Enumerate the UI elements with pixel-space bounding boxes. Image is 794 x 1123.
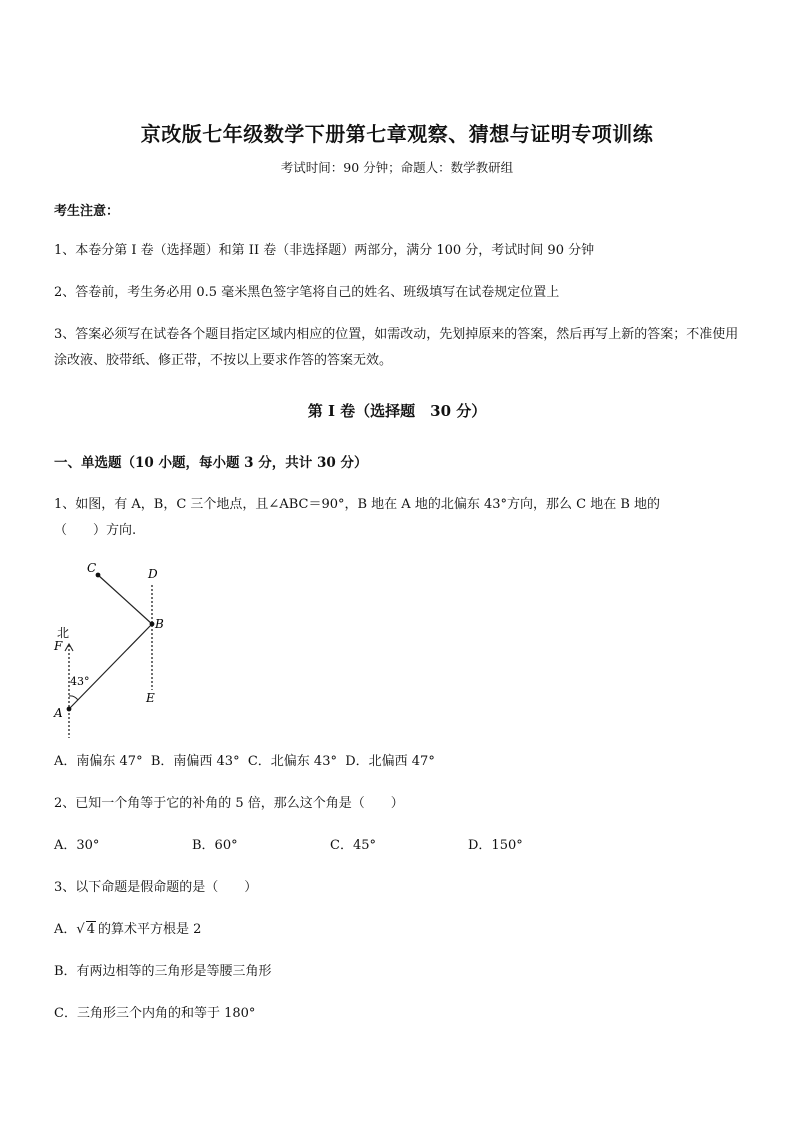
sqrt-expression [76, 922, 96, 937]
q3-option-a[interactable] [54, 918, 201, 937]
notice-item-2: 2、答卷前，考生务必用 0.5 毫米黑色签字笔将自己的姓名、班级填写在试卷规定位置上 [54, 285, 560, 300]
question-1-stem: 1、如图，有 A，B，C 三个地点，且∠ABC＝90°，B 地在 A 地的北偏东 43°方向，那么 C 地在 B 地的 [54, 497, 661, 512]
q1-option-d[interactable]: D．北偏西 47° [345, 754, 435, 769]
label-F: F [54, 639, 63, 653]
label-A: A [54, 706, 63, 720]
q3-option-a-prefix: A． [54, 922, 77, 937]
question-1-figure [40, 555, 190, 740]
notice-item-3: 3、答案必须写在试卷各个题目指定区域内相应的位置，如需改动，先划掉原来的答案，然后再写上新的答案；不准使用涂改液、胶带纸、修正带，不按以上要求作答的答案无效。 [54, 327, 739, 368]
q2-option-b[interactable]: B．60° [192, 838, 238, 853]
q2-option-c[interactable]: C．45° [330, 838, 376, 853]
label-C: C [87, 561, 97, 575]
point-C [96, 573, 101, 578]
segment-AB [69, 624, 152, 709]
page-title: 京改版七年级数学下册第七章观察、猜想与证明专项训练 [140, 122, 654, 146]
notice-item-1: 1、本卷分第 I 卷（选择题）和第 II 卷（非选择题）两部分，满分 100 分，考试时间 90 分钟 [54, 243, 595, 258]
question-1-stem-cont: （ ）方向. [54, 523, 137, 538]
question-2-stem: 2、已知一个角等于它的补角的 5 倍，那么这个角是（ ） [54, 796, 404, 811]
segment-BC [98, 575, 152, 624]
label-angle: 43° [70, 675, 90, 688]
q3-option-c[interactable]: C．三角形三个内角的和等于 180° [54, 1006, 256, 1021]
label-B: B [155, 617, 164, 631]
q3-option-a-text: 的算术平方根是 2 [97, 922, 202, 937]
q1-option-c[interactable]: C．北偏东 43° [247, 754, 337, 769]
q2-option-d[interactable]: D．150° [468, 838, 523, 853]
section-title: 第 I 卷（选择题 30 分） [307, 402, 487, 420]
label-E: E [146, 691, 155, 705]
point-B [150, 622, 155, 627]
radicand: 4 [86, 922, 95, 937]
angle-arc [69, 696, 78, 700]
radical-sign-icon: √ [76, 922, 85, 937]
q3-option-b[interactable]: B．有两边相等的三角形是等腰三角形 [54, 964, 272, 979]
part-one-title: 一、单选题（10 小题，每小题 3 分，共计 30 分） [54, 455, 368, 471]
point-A [67, 707, 72, 712]
q2-option-a[interactable]: A．30° [54, 838, 100, 853]
q1-option-a[interactable]: A．南偏东 47° [54, 754, 143, 769]
question-1-options [54, 750, 435, 769]
q1-option-b[interactable]: B．南偏西 43° [150, 754, 240, 769]
label-D: D [148, 567, 158, 581]
notice-heading: 考生注意： [54, 204, 120, 219]
label-north: 北 [57, 626, 70, 640]
question-3-stem: 3、以下命题是假命题的是（ ） [54, 880, 258, 895]
exam-info: 考试时间：90 分钟；命题人：数学教研组 [280, 160, 514, 175]
